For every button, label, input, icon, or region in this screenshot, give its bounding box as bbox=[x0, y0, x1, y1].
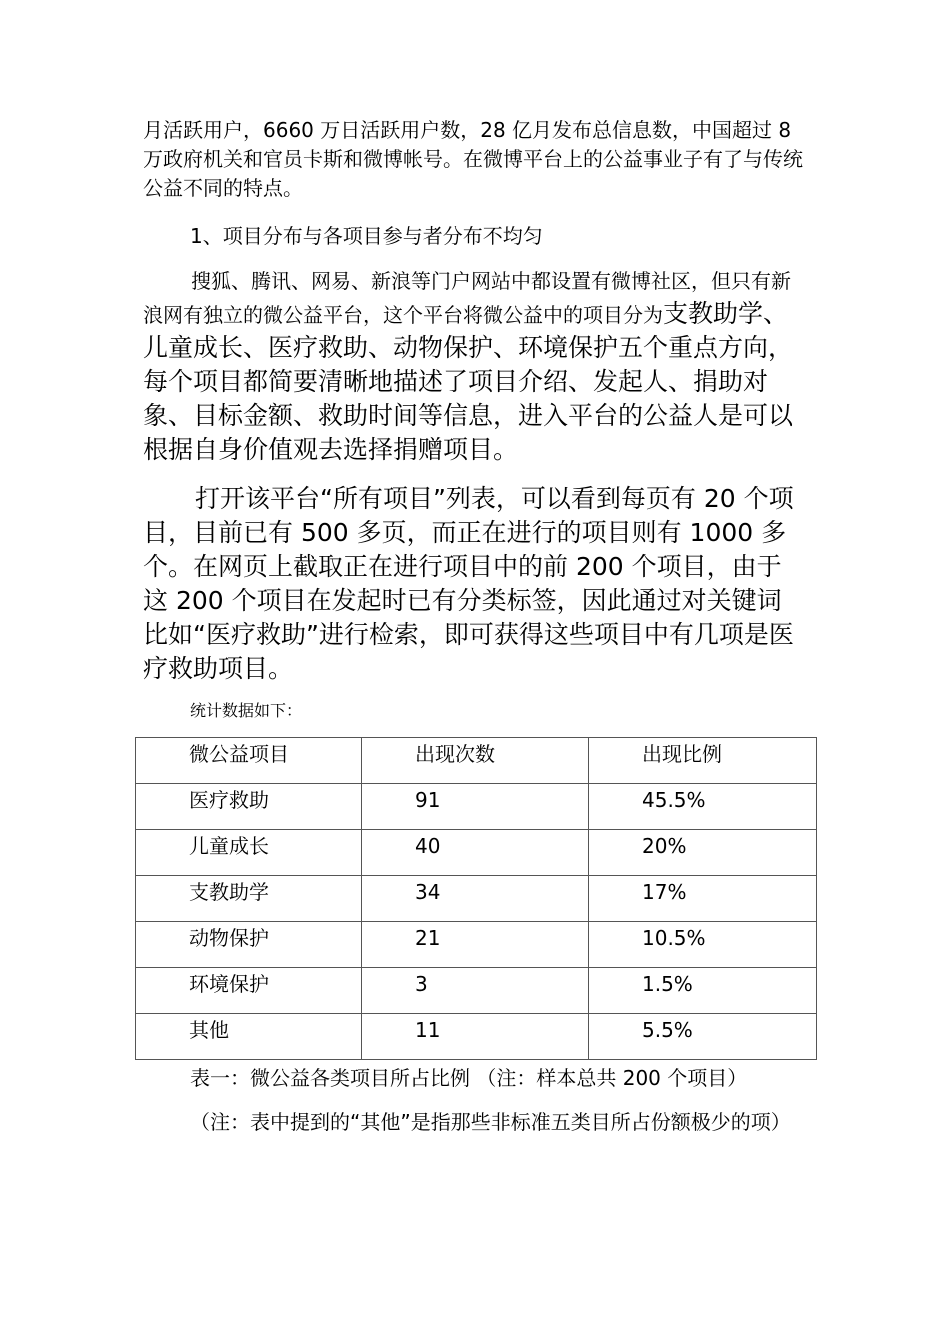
stats-label: 统计数据如下： bbox=[190, 701, 303, 720]
table-cell: 3 bbox=[362, 968, 589, 1014]
table-row bbox=[136, 784, 817, 830]
table-cell: 91 bbox=[362, 784, 589, 830]
table-row bbox=[136, 1014, 817, 1060]
table-cell: 21 bbox=[362, 922, 589, 968]
table-cell: 5.5% bbox=[589, 1014, 817, 1060]
table-row bbox=[136, 830, 817, 876]
table-cell: 11 bbox=[362, 1014, 589, 1060]
intro-paragraph: 月活跃用户，6660 万日活跃用户数，28 亿月发布总信息数，中国超过 8 万政府机关和官员卡斯和微博帐号。在微博平台上的公益事业子有了与传统公益不同的特点。 bbox=[143, 118, 803, 200]
project-list-paragraph: 打开该平台“所有项目”列表，可以看到每页有 20 个项目，目前已有 500 多页，而正在进行的项目则有 1000 多个。在网页上截取正在进行项目中的前 200 个项目，由于这 200 个项目在发起时已有分类标签，因此通过对关键词比如“医疗救助”进行检索，即可获得这些项目中有几项是医疗救助项目。 bbox=[143, 484, 794, 683]
table-cell: 40 bbox=[362, 830, 589, 876]
table-cell: 动物保护 bbox=[136, 922, 362, 968]
table-cell: 儿童成长 bbox=[136, 830, 362, 876]
table-header-row bbox=[136, 738, 817, 784]
table-cell: 1.5% bbox=[589, 968, 817, 1014]
table-cell: 10.5% bbox=[589, 922, 817, 968]
table-cell: 45.5% bbox=[589, 784, 817, 830]
platform-paragraph-rest: 支教助学、儿童成长、医疗救助、动物保护、环境保护五个重点方向，每个项目都简要清晰地描述了项目介绍、发起人、捐助对象、目标金额、救助时间等信息，进入平台的公益人是可以根据自身价值观去选择捐赠项目。 bbox=[143, 299, 794, 464]
table-row bbox=[136, 876, 817, 922]
platform-paragraph-first-lines: 搜狐、腾讯、网易、新浪等门户网站中都设置有微博社区，但只有新浪网有独立的微公益平台，这个平台将微公益中的项目分为 bbox=[143, 269, 791, 327]
table-header-cell: 出现比例 bbox=[589, 738, 817, 784]
table-cell: 34 bbox=[362, 876, 589, 922]
project-distribution-table bbox=[135, 737, 817, 1060]
table-cell: 医疗救助 bbox=[136, 784, 362, 830]
table-cell: 其他 bbox=[136, 1014, 362, 1060]
section-heading: 1、项目分布与各项目参与者分布不均匀 bbox=[190, 224, 543, 248]
platform-paragraph bbox=[143, 266, 803, 467]
table-header-cell: 微公益项目 bbox=[136, 738, 362, 784]
table-cell: 支教助学 bbox=[136, 876, 362, 922]
table-header-cell: 出现次数 bbox=[362, 738, 589, 784]
table-caption: 表一：微公益各类项目所占比例 （注：样本总共 200 个项目） bbox=[190, 1066, 748, 1090]
table-row bbox=[136, 968, 817, 1014]
table-note: （注：表中提到的“其他”是指那些非标准五类目所占份额极少的项） bbox=[190, 1110, 791, 1134]
table-row bbox=[136, 922, 817, 968]
table-cell: 17% bbox=[589, 876, 817, 922]
table-cell: 环境保护 bbox=[136, 968, 362, 1014]
table-cell: 20% bbox=[589, 830, 817, 876]
